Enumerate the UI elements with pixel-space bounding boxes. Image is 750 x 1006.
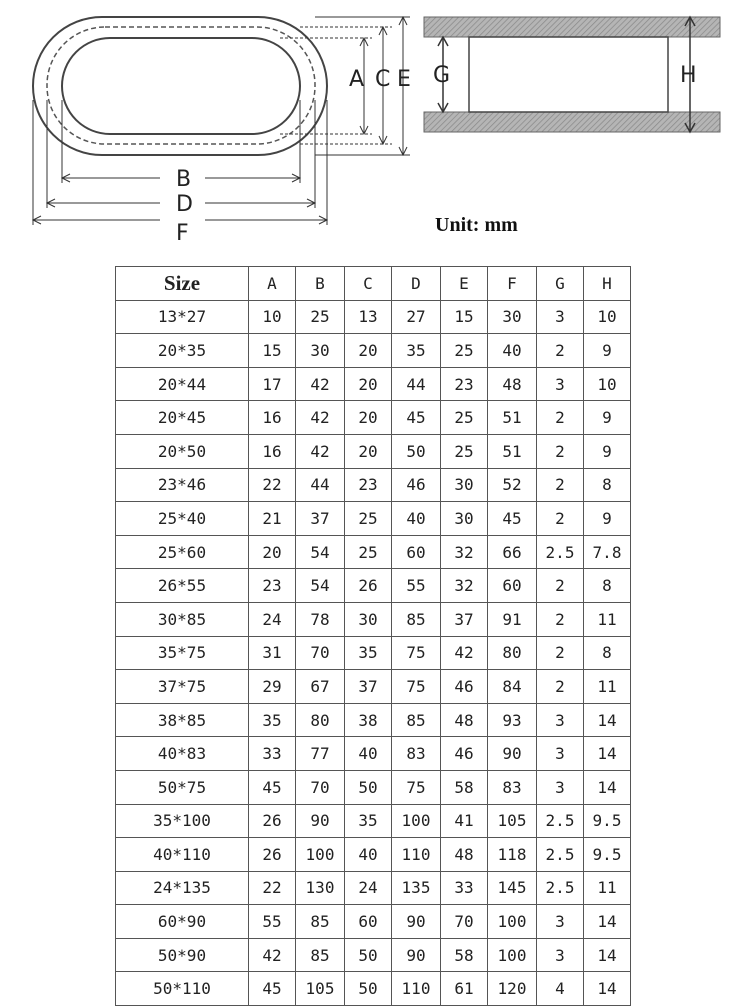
value-cell: 25 [441,334,488,368]
value-cell: 17 [249,367,296,401]
value-cell: 16 [249,401,296,435]
value-cell: 75 [392,636,441,670]
value-cell: 118 [488,838,537,872]
value-cell: 55 [392,569,441,603]
table-row [116,737,631,771]
table-row [116,569,631,603]
value-cell: 85 [296,938,345,972]
table-row [116,636,631,670]
value-cell: 33 [441,871,488,905]
value-cell: 75 [392,670,441,704]
column-header-a: A [249,267,296,301]
value-cell: 51 [488,401,537,435]
value-cell: 100 [296,838,345,872]
table-row [116,434,631,468]
value-cell: 32 [441,569,488,603]
value-cell: 10 [584,367,631,401]
value-cell: 30 [296,334,345,368]
value-cell: 20 [249,535,296,569]
table-row [116,905,631,939]
table-row [116,804,631,838]
value-cell: 100 [488,905,537,939]
column-header-b: B [296,267,345,301]
value-cell: 50 [345,770,392,804]
value-cell: 23 [345,468,392,502]
value-cell: 10 [584,300,631,334]
value-cell: 55 [249,905,296,939]
column-header-h: H [584,267,631,301]
dim-label-h: H [680,63,697,88]
value-cell: 24 [249,602,296,636]
value-cell: 85 [296,905,345,939]
value-cell: 25 [441,434,488,468]
size-cell: 25*40 [116,502,249,536]
value-cell: 42 [296,434,345,468]
value-cell: 120 [488,972,537,1006]
value-cell: 7.8 [584,535,631,569]
value-cell: 77 [296,737,345,771]
table-row [116,367,631,401]
value-cell: 42 [296,401,345,435]
size-cell: 20*35 [116,334,249,368]
value-cell: 30 [488,300,537,334]
value-cell: 8 [584,636,631,670]
value-cell: 48 [441,838,488,872]
value-cell: 91 [488,602,537,636]
value-cell: 105 [488,804,537,838]
table-row [116,938,631,972]
value-cell: 24 [345,871,392,905]
table-row [116,838,631,872]
size-spec-table [115,266,631,1006]
value-cell: 40 [345,737,392,771]
value-cell: 110 [392,972,441,1006]
table-row [116,972,631,1006]
value-cell: 50 [345,938,392,972]
value-cell: 2.5 [537,871,584,905]
unit-label: Unit: mm [435,214,518,236]
value-cell: 32 [441,535,488,569]
value-cell: 30 [441,502,488,536]
value-cell: 15 [249,334,296,368]
value-cell: 22 [249,871,296,905]
size-cell: 37*75 [116,670,249,704]
value-cell: 27 [392,300,441,334]
value-cell: 46 [392,468,441,502]
value-cell: 35 [249,703,296,737]
value-cell: 23 [249,569,296,603]
value-cell: 2.5 [537,804,584,838]
value-cell: 135 [392,871,441,905]
value-cell: 33 [249,737,296,771]
value-cell: 48 [488,367,537,401]
value-cell: 45 [392,401,441,435]
value-cell: 37 [296,502,345,536]
value-cell: 21 [249,502,296,536]
column-header-f: F [488,267,537,301]
value-cell: 100 [392,804,441,838]
value-cell: 9.5 [584,838,631,872]
value-cell: 23 [441,367,488,401]
value-cell: 50 [392,434,441,468]
value-cell: 45 [488,502,537,536]
value-cell: 58 [441,938,488,972]
value-cell: 25 [296,300,345,334]
value-cell: 14 [584,770,631,804]
dim-label-b: B [176,167,192,192]
value-cell: 16 [249,434,296,468]
value-cell: 3 [537,367,584,401]
dim-label-e: E [397,67,411,92]
value-cell: 3 [537,938,584,972]
value-cell: 100 [488,938,537,972]
value-cell: 26 [249,838,296,872]
value-cell: 83 [392,737,441,771]
value-cell: 51 [488,434,537,468]
dim-label-a: A [349,67,365,92]
value-cell: 105 [296,972,345,1006]
dimension-diagram [0,0,750,255]
value-cell: 2 [537,434,584,468]
value-cell: 70 [296,770,345,804]
value-cell: 84 [488,670,537,704]
value-cell: 42 [441,636,488,670]
table-row [116,535,631,569]
table-row [116,401,631,435]
size-cell: 35*100 [116,804,249,838]
size-cell: 20*45 [116,401,249,435]
size-cell: 35*75 [116,636,249,670]
value-cell: 90 [488,737,537,771]
value-cell: 40 [488,334,537,368]
table-row [116,502,631,536]
value-cell: 8 [584,468,631,502]
value-cell: 2 [537,602,584,636]
value-cell: 3 [537,737,584,771]
size-cell: 20*50 [116,434,249,468]
value-cell: 60 [392,535,441,569]
column-header-c: C [345,267,392,301]
value-cell: 66 [488,535,537,569]
value-cell: 14 [584,737,631,771]
value-cell: 61 [441,972,488,1006]
value-cell: 60 [488,569,537,603]
table-row [116,770,631,804]
size-cell: 50*75 [116,770,249,804]
value-cell: 50 [345,972,392,1006]
value-cell: 9 [584,434,631,468]
value-cell: 14 [584,703,631,737]
value-cell: 9 [584,502,631,536]
value-cell: 110 [392,838,441,872]
value-cell: 14 [584,972,631,1006]
value-cell: 54 [296,569,345,603]
value-cell: 58 [441,770,488,804]
value-cell: 20 [345,334,392,368]
value-cell: 8 [584,569,631,603]
side-view-section [424,17,720,132]
value-cell: 80 [488,636,537,670]
value-cell: 44 [296,468,345,502]
value-cell: 10 [249,300,296,334]
value-cell: 37 [441,602,488,636]
value-cell: 30 [441,468,488,502]
value-cell: 70 [441,905,488,939]
value-cell: 45 [249,770,296,804]
value-cell: 31 [249,636,296,670]
value-cell: 26 [345,569,392,603]
table-row [116,703,631,737]
value-cell: 83 [488,770,537,804]
value-cell: 3 [537,703,584,737]
value-cell: 130 [296,871,345,905]
value-cell: 20 [345,401,392,435]
size-cell: 50*90 [116,938,249,972]
value-cell: 45 [249,972,296,1006]
table-row [116,334,631,368]
value-cell: 85 [392,703,441,737]
value-cell: 11 [584,602,631,636]
dim-label-c: C [375,67,391,92]
value-cell: 40 [345,838,392,872]
table-row [116,602,631,636]
value-cell: 93 [488,703,537,737]
size-cell: 25*60 [116,535,249,569]
value-cell: 78 [296,602,345,636]
value-cell: 20 [345,434,392,468]
value-cell: 75 [392,770,441,804]
value-cell: 30 [345,602,392,636]
value-cell: 11 [584,670,631,704]
value-cell: 80 [296,703,345,737]
value-cell: 145 [488,871,537,905]
value-cell: 90 [392,938,441,972]
value-cell: 25 [345,502,392,536]
column-header-d: D [392,267,441,301]
value-cell: 40 [392,502,441,536]
value-cell: 54 [296,535,345,569]
value-cell: 13 [345,300,392,334]
value-cell: 11 [584,871,631,905]
value-cell: 25 [441,401,488,435]
value-cell: 41 [441,804,488,838]
value-cell: 38 [345,703,392,737]
value-cell: 9 [584,401,631,435]
value-cell: 25 [345,535,392,569]
value-cell: 44 [392,367,441,401]
size-cell: 50*110 [116,972,249,1006]
column-header-size: Size [116,267,249,301]
size-cell: 23*46 [116,468,249,502]
size-cell: 13*27 [116,300,249,334]
value-cell: 15 [441,300,488,334]
value-cell: 35 [345,804,392,838]
size-cell: 38*85 [116,703,249,737]
value-cell: 90 [296,804,345,838]
value-cell: 2 [537,636,584,670]
value-cell: 9.5 [584,804,631,838]
dim-label-g: G [433,63,451,88]
table-header-row [116,267,631,301]
value-cell: 67 [296,670,345,704]
value-cell: 14 [584,905,631,939]
column-header-g: G [537,267,584,301]
value-cell: 2 [537,401,584,435]
value-cell: 2 [537,334,584,368]
table-row [116,468,631,502]
value-cell: 9 [584,334,631,368]
value-cell: 90 [392,905,441,939]
value-cell: 22 [249,468,296,502]
value-cell: 20 [345,367,392,401]
value-cell: 70 [296,636,345,670]
value-cell: 3 [537,905,584,939]
value-cell: 37 [345,670,392,704]
size-cell: 20*44 [116,367,249,401]
value-cell: 2 [537,502,584,536]
size-cell: 60*90 [116,905,249,939]
value-cell: 14 [584,938,631,972]
value-cell: 42 [249,938,296,972]
value-cell: 2 [537,670,584,704]
value-cell: 2.5 [537,535,584,569]
dim-label-f: F [176,221,189,246]
value-cell: 42 [296,367,345,401]
dim-label-d: D [176,192,193,217]
value-cell: 2 [537,569,584,603]
value-cell: 3 [537,770,584,804]
size-cell: 40*83 [116,737,249,771]
size-cell: 30*85 [116,602,249,636]
table-row [116,871,631,905]
value-cell: 46 [441,670,488,704]
value-cell: 2.5 [537,838,584,872]
value-cell: 46 [441,737,488,771]
size-cell: 40*110 [116,838,249,872]
value-cell: 26 [249,804,296,838]
value-cell: 2 [537,468,584,502]
value-cell: 85 [392,602,441,636]
table-row [116,300,631,334]
value-cell: 52 [488,468,537,502]
table-body [116,300,631,1005]
value-cell: 3 [537,300,584,334]
value-cell: 29 [249,670,296,704]
value-cell: 48 [441,703,488,737]
value-cell: 60 [345,905,392,939]
value-cell: 35 [345,636,392,670]
size-cell: 24*135 [116,871,249,905]
value-cell: 4 [537,972,584,1006]
table-row [116,670,631,704]
column-header-e: E [441,267,488,301]
size-cell: 26*55 [116,569,249,603]
value-cell: 35 [392,334,441,368]
